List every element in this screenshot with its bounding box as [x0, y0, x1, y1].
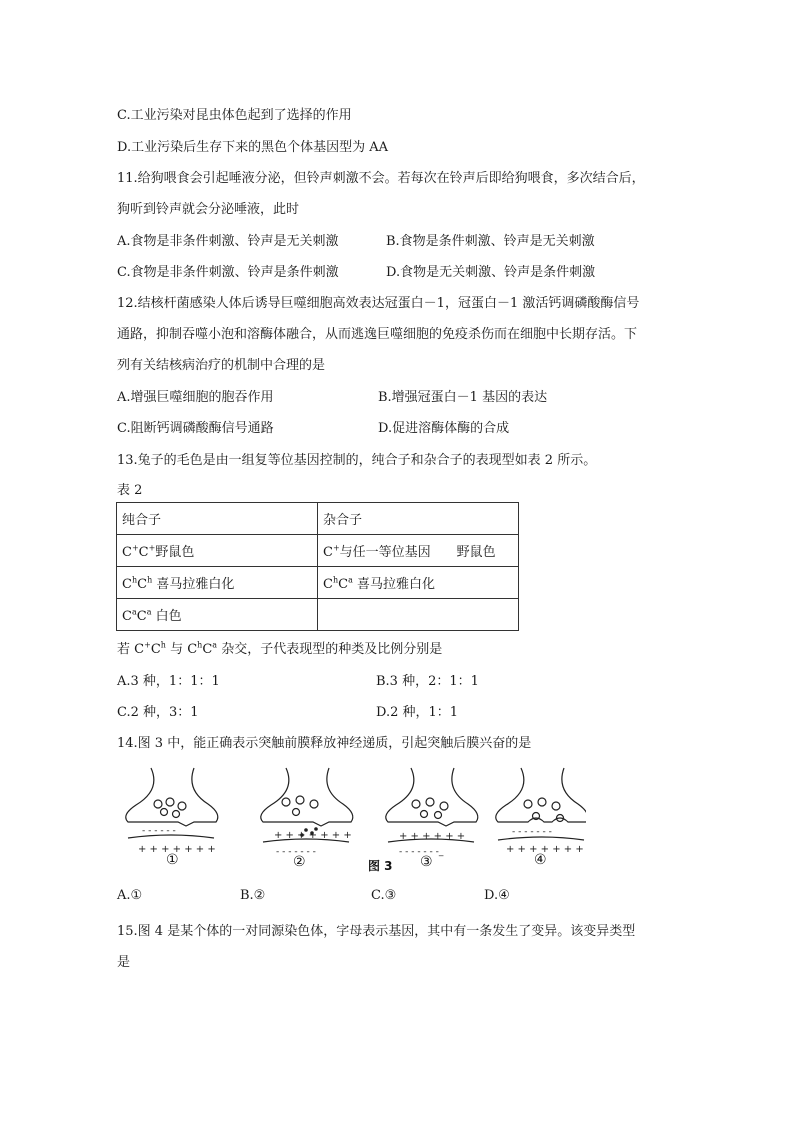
q12-option-b: B.增强冠蛋白－1 基因的表达	[378, 390, 548, 405]
q10-option-d: D.工业污染后生存下来的黑色个体基因型为 AA	[117, 140, 389, 155]
table-header-row	[117, 503, 519, 535]
cell-ch-ca: $C^hC^a$ 喜马拉雅白化	[318, 567, 519, 599]
cell-empty	[318, 599, 519, 631]
q14-option-b: B.②	[240, 888, 266, 903]
svg-text:- - - - - - -: - - - - - - -	[512, 827, 552, 837]
q13-option-c: C.2 种，3：1	[117, 705, 199, 720]
q15-stem-line1: 15.图 4 是某个体的一对同源染色体，字母表示基因，其中有一条发生了变异。该变异类型	[117, 924, 636, 939]
q13-option-b: B.3 种，2：1：1	[376, 674, 479, 689]
synapse-label-1: ①	[166, 852, 179, 868]
svg-text:+ + + + + +: + + + + + +	[399, 831, 466, 842]
q13-stem: 13.兔子的毛色是由一组复等位基因控制的，纯合子和杂合子的表现型如表 2 所示。	[117, 453, 597, 468]
header-heterozygote: 杂合子	[318, 503, 519, 535]
cell-cplus-cplus: C+C+野鼠色	[117, 535, 318, 567]
q12-option-d: D.促进溶酶体酶的合成	[378, 421, 510, 436]
svg-text:- - - - - -: - - - - - -	[142, 826, 176, 836]
phenotype-table	[116, 502, 519, 631]
svg-text:+ + + + + + +: + + + + + + +	[274, 830, 352, 841]
table-row	[117, 535, 519, 567]
figure-caption: 图 3	[368, 859, 393, 873]
cell-ch-ch: $C^hC^h$ 喜马拉雅白化	[117, 567, 318, 599]
svg-text:- - - - - - -_: - - - - - - -_	[399, 847, 444, 857]
table-caption: 表 2	[117, 483, 143, 498]
q13-option-a: A.3 种，1：1：1	[117, 674, 220, 689]
table-row	[117, 567, 519, 599]
q15-stem-line2: 是	[117, 955, 131, 970]
synapse-1	[126, 768, 218, 855]
cell-ca-ca: $C^aC^a$ 白色	[117, 599, 318, 631]
q11-option-a: A.食物是非条件刺激、铃声是无关刺激	[117, 234, 339, 249]
synapse-label-4: ④	[534, 852, 547, 868]
q14-option-a: A.①	[117, 888, 143, 903]
q14-stem: 14.图 3 中，能正确表示突触前膜释放神经递质，引起突触后膜兴奋的是	[117, 736, 532, 751]
q12-option-c: C.阻断钙调磷酸酶信号通路	[117, 421, 274, 436]
q11-option-b: B.食物是条件刺激、铃声是无关刺激	[386, 234, 595, 249]
q12-stem-line3: 列有关结核病治疗的机制中合理的是	[117, 358, 326, 373]
synapse-label-3: ③	[420, 854, 433, 870]
header-homozygote: 纯合子	[117, 503, 318, 535]
synapse-label-2: ②	[293, 854, 306, 870]
svg-text:+ + + + + + +: + + + + + + +	[506, 844, 584, 855]
q13-option-d: D.2 种，1：1	[376, 705, 459, 720]
q12-option-a: A.增强巨噬细胞的胞吞作用	[117, 390, 274, 405]
q14-option-c: C.③	[371, 888, 397, 903]
q13-question: 若 $C^+C^h$ 与 $C^hC^a$ 杂交，子代表现型的种类及比例分别是	[117, 640, 443, 657]
q11-stem-line1: 11.给狗喂食会引起唾液分泌，但铃声刺激不会。若每次在铃声后即给狗喂食，多次结合后，	[117, 171, 645, 186]
q14-option-d: D.④	[484, 888, 510, 903]
cell-cplus-any: C+与任一等位基因 野鼠色	[318, 535, 519, 567]
table-row	[117, 599, 519, 631]
synapse-3	[386, 768, 478, 857]
synapse-2	[261, 768, 353, 857]
svg-text:+ + + + + + +: + + + + + + +	[138, 844, 216, 855]
q11-option-d: D.食物是无关刺激、铃声是条件刺激	[386, 265, 596, 280]
q10-option-c: C.工业污染对昆虫体色起到了选择的作用	[117, 108, 352, 123]
svg-text:- - - - - - -: - - - - - - -	[276, 847, 316, 857]
q12-stem-line1: 12.结核杆菌感染人体后诱导巨噬细胞高效表达冠蛋白－1，冠蛋白－1 激活钙调磷酸酶信号	[117, 296, 640, 311]
synapse-figure	[116, 760, 586, 880]
q12-stem-line2: 通路，抑制吞噬小泡和溶酶体融合，从而逃逸巨噬细胞的免疫杀伤而在细胞中长期存活。下	[117, 327, 638, 342]
q11-option-c: C.食物是非条件刺激、铃声是条件刺激	[117, 265, 339, 280]
synapse-4	[496, 768, 586, 855]
q11-stem-line2: 狗听到铃声就会分泌唾液，此时	[117, 202, 300, 217]
